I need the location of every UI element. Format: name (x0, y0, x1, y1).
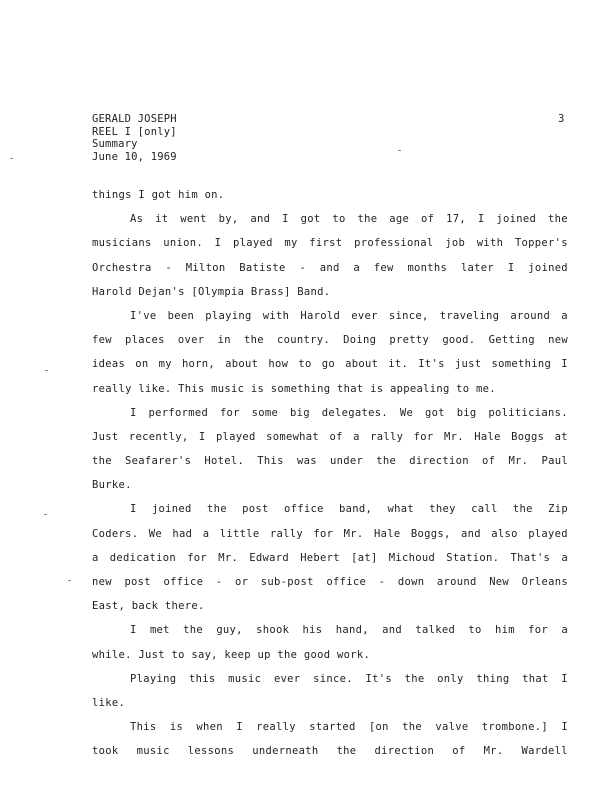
scan-speck (398, 150, 401, 151)
transcript-line: like. (92, 696, 126, 709)
transcript-line: As it went by, and I got to the age of 17, I joined the (130, 213, 568, 226)
page-number: 3 (558, 113, 565, 125)
transcript-line: East, back there. (92, 600, 205, 613)
transcript-line: ideas on my horn, about how to go about it. It's just something I (92, 358, 568, 371)
transcript-line: I met the guy, shook his hand, and talked to him for a (130, 624, 568, 637)
header-name: GERALD JOSEPH (92, 113, 177, 125)
transcript-line: Orchestra - Milton Batiste - and a few months later I joined (92, 261, 568, 274)
transcript-body (92, 183, 568, 764)
transcript-line: I performed for some big delegates. We got big politicians. (130, 406, 568, 419)
transcript-line: Playing this music ever since. It's the only thing that I (130, 672, 568, 685)
transcript-line: Just recently, I played somewhat of a rally for Mr. Hale Boggs at (92, 430, 568, 443)
transcript-line: This is when I really started [on the valve trombone.] I (130, 721, 568, 734)
transcript-line: Harold Dejan's [Olympia Brass] Band. (92, 285, 331, 298)
scan-speck (68, 580, 71, 581)
transcript-line: Burke. (92, 479, 132, 492)
header-reel: REEL I [only] (92, 125, 177, 138)
scan-speck (45, 370, 48, 371)
transcript-line: took music lessons underneath the direction of Mr. Wardell (92, 745, 568, 758)
transcript-line: new post office - or sub-post office - down around New Orleans (92, 576, 568, 588)
transcript-line: few places over in the country. Doing pretty good. Getting new (92, 334, 568, 347)
transcript-line: Coders. We had a little rally for Mr. Hale Boggs, and also played (92, 527, 568, 540)
transcript-line: I joined the post office band, what they call the Zip (130, 503, 568, 516)
transcript-line: I've been playing with Harold ever since, traveling around a (130, 309, 568, 322)
transcript-line: while. Just to say, keep up the good work. (92, 648, 371, 661)
transcript-line: the Seafarer's Hotel. This was under the direction of Mr. Paul (92, 455, 568, 468)
header-type: Summary (92, 138, 138, 150)
transcript-line: a dedication for Mr. Edward Hebert [at] Michoud Station. That's a (92, 551, 568, 564)
document-header (92, 113, 177, 163)
transcript-line: things I got him on. (92, 189, 225, 201)
scan-speck (10, 158, 13, 159)
header-date: June 10, 1969 (92, 150, 177, 163)
transcript-line: musicians union. I played my first professional job with Topper's (92, 237, 568, 250)
scan-speck (44, 514, 47, 515)
transcript-line: really like. This music is something that is appealing to me. (92, 382, 496, 395)
